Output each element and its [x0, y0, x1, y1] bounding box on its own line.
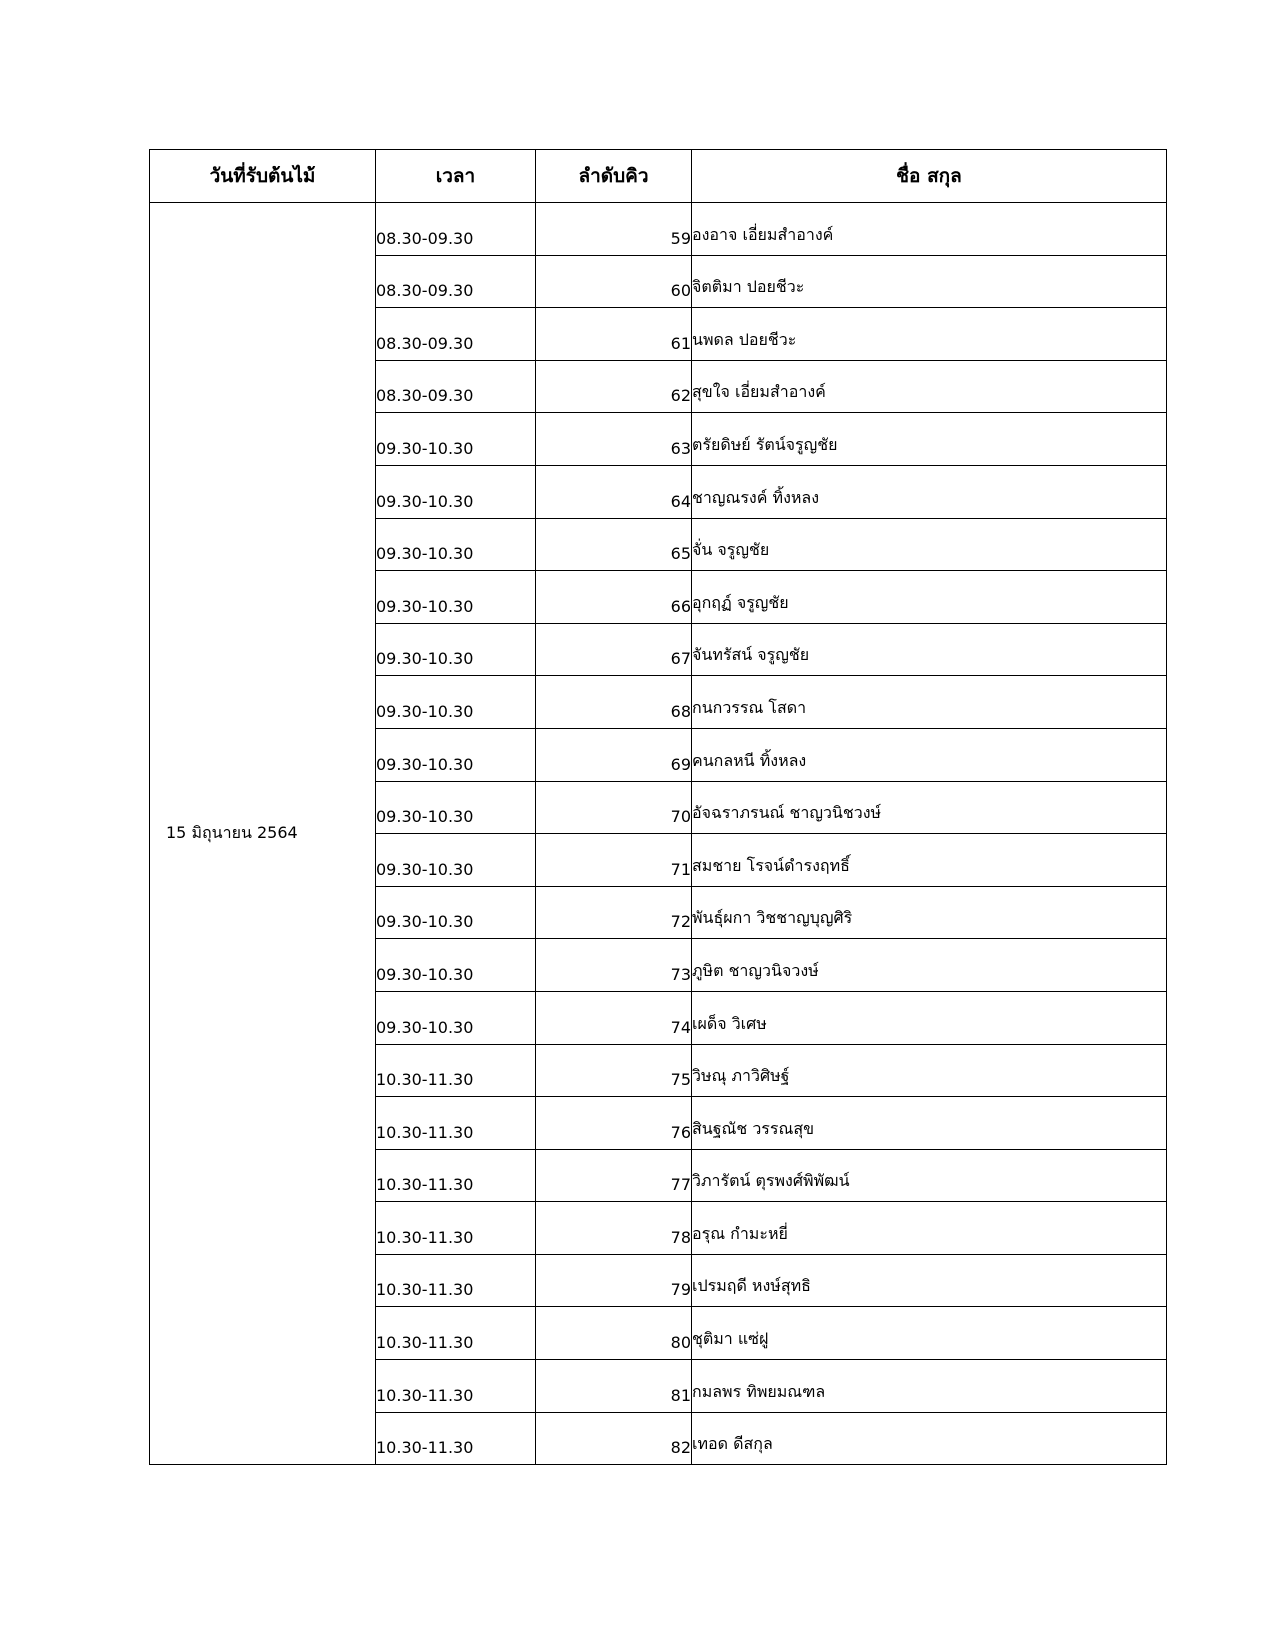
name-cell: เผด็จ วิเศษ: [692, 991, 1167, 1044]
name-cell: ชาญณรงค์ ทิ้งหลง: [692, 465, 1167, 518]
time-cell: 10.30-11.30: [376, 1360, 536, 1413]
queue-cell: 74: [536, 991, 692, 1044]
queue-cell: 80: [536, 1307, 692, 1360]
queue-cell: 67: [536, 623, 692, 676]
time-cell: 08.30-09.30: [376, 255, 536, 308]
time-cell: 08.30-09.30: [376, 203, 536, 256]
queue-cell: 65: [536, 518, 692, 571]
queue-cell: 76: [536, 1097, 692, 1150]
time-cell: 09.30-10.30: [376, 571, 536, 624]
time-cell: 10.30-11.30: [376, 1412, 536, 1465]
schedule-rows: [150, 203, 1167, 1465]
queue-cell: 71: [536, 834, 692, 887]
name-cell: จิตติมา ปอยชีวะ: [692, 255, 1167, 308]
queue-cell: 73: [536, 939, 692, 992]
name-cell: เทอด ดีสกุล: [692, 1412, 1167, 1465]
time-cell: 09.30-10.30: [376, 413, 536, 466]
time-cell: 08.30-09.30: [376, 360, 536, 413]
queue-cell: 82: [536, 1412, 692, 1465]
queue-cell: 60: [536, 255, 692, 308]
name-cell: สมชาย โรจน์ดำรงฤทธิ์: [692, 834, 1167, 887]
time-cell: 10.30-11.30: [376, 1307, 536, 1360]
name-cell: องอาจ เอี่ยมสำอางค์: [692, 203, 1167, 256]
name-cell: สินฐณัช วรรณสุข: [692, 1097, 1167, 1150]
queue-cell: 75: [536, 1044, 692, 1097]
name-cell: ชุติมา แซ่ฝู: [692, 1307, 1167, 1360]
queue-cell: 69: [536, 728, 692, 781]
name-cell: พันธุ์ผกา วิชชาญบุญศิริ: [692, 886, 1167, 939]
time-cell: 09.30-10.30: [376, 939, 536, 992]
queue-cell: 79: [536, 1254, 692, 1307]
time-cell: 09.30-10.30: [376, 886, 536, 939]
table-row: [150, 203, 1167, 256]
time-cell: 09.30-10.30: [376, 676, 536, 729]
name-cell: คนกลหนี ทิ้งหลง: [692, 728, 1167, 781]
queue-cell: 77: [536, 1149, 692, 1202]
time-cell: 09.30-10.30: [376, 465, 536, 518]
schedule-table: [149, 149, 1167, 1465]
header-name: ชื่อ สกุล: [692, 150, 1167, 203]
header-time: เวลา: [376, 150, 536, 203]
time-cell: 10.30-11.30: [376, 1097, 536, 1150]
queue-cell: 64: [536, 465, 692, 518]
date-cell: 15 มิถุนายน 2564: [150, 203, 376, 1465]
header-date: วันที่รับต้นไม้: [150, 150, 376, 203]
time-cell: 10.30-11.30: [376, 1254, 536, 1307]
name-cell: ตรัยดิษย์ รัตน์จรูญชัย: [692, 413, 1167, 466]
queue-cell: 62: [536, 360, 692, 413]
name-cell: จั่น จรูญชัย: [692, 518, 1167, 571]
time-cell: 10.30-11.30: [376, 1044, 536, 1097]
name-cell: กมลพร ทิพยมณฑล: [692, 1360, 1167, 1413]
name-cell: วิภารัตน์ ตุรพงศ์พิพัฒน์: [692, 1149, 1167, 1202]
name-cell: ภูษิต ชาญวนิจวงษ์: [692, 939, 1167, 992]
queue-cell: 81: [536, 1360, 692, 1413]
time-cell: 09.30-10.30: [376, 623, 536, 676]
time-cell: 09.30-10.30: [376, 834, 536, 887]
queue-cell: 61: [536, 308, 692, 361]
time-cell: 09.30-10.30: [376, 518, 536, 571]
queue-cell: 72: [536, 886, 692, 939]
time-cell: 09.30-10.30: [376, 991, 536, 1044]
header-row: [150, 150, 1167, 203]
name-cell: กนกวรรณ โสดา: [692, 676, 1167, 729]
queue-cell: 70: [536, 781, 692, 834]
name-cell: อรุณ กำมะหยี่: [692, 1202, 1167, 1255]
time-cell: 09.30-10.30: [376, 781, 536, 834]
time-cell: 10.30-11.30: [376, 1149, 536, 1202]
time-cell: 10.30-11.30: [376, 1202, 536, 1255]
queue-cell: 68: [536, 676, 692, 729]
queue-cell: 59: [536, 203, 692, 256]
name-cell: วิษณุ ภาวิศิษฐ์: [692, 1044, 1167, 1097]
name-cell: สุขใจ เอี่ยมสำอางค์: [692, 360, 1167, 413]
queue-cell: 66: [536, 571, 692, 624]
time-cell: 09.30-10.30: [376, 728, 536, 781]
name-cell: อุกฤฏ์ จรูญชัย: [692, 571, 1167, 624]
name-cell: อัจฉราภรนณ์ ชาญวนิชวงษ์: [692, 781, 1167, 834]
name-cell: เปรมฤดี หงษ์สุทธิ: [692, 1254, 1167, 1307]
name-cell: จันทรัสน์ จรูญชัย: [692, 623, 1167, 676]
header-queue: ลำดับคิว: [536, 150, 692, 203]
queue-cell: 63: [536, 413, 692, 466]
name-cell: นพดล ปอยชีวะ: [692, 308, 1167, 361]
queue-cell: 78: [536, 1202, 692, 1255]
time-cell: 08.30-09.30: [376, 308, 536, 361]
